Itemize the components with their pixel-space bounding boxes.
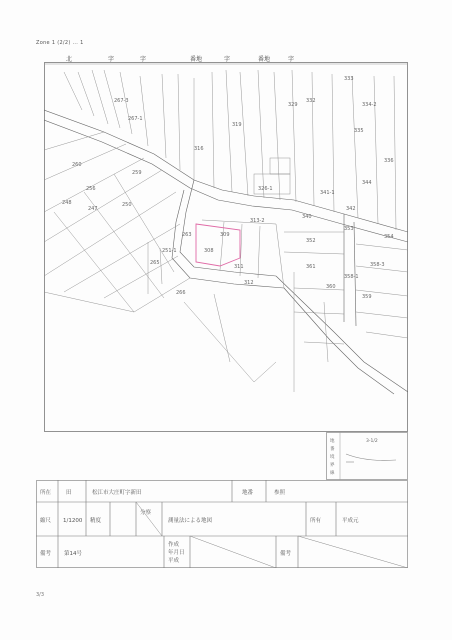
lot-label: 333 (344, 76, 354, 82)
lot-label: 308 (204, 248, 214, 254)
lot-label: 256 (86, 186, 96, 192)
lot-label: 358-3 (370, 262, 385, 268)
header-label: 番地 (190, 56, 203, 63)
lot-label: 267-3 (114, 98, 129, 104)
notes-label: 備考 (280, 551, 292, 557)
legend-sample: 3-1/2 (366, 439, 378, 444)
remarks-value: 第14号 (64, 551, 82, 557)
lot-label: 358-1 (344, 274, 359, 280)
lot-label: 354 (384, 234, 394, 240)
lot-number-label: 地番 (242, 490, 254, 496)
map-legend (326, 432, 408, 480)
lot-number-value: 参照 (274, 490, 286, 496)
lot-label: 248 (62, 200, 72, 206)
legend-row: 界 (330, 463, 335, 468)
lot-label: 361 (306, 264, 316, 270)
legend-row: 境 (330, 455, 335, 460)
lot-label: 247 (88, 206, 98, 212)
lot-label: 332 (306, 98, 316, 104)
lot-label: 313-2 (250, 218, 265, 224)
lot-label: 341-1 (320, 190, 335, 196)
header-label: 字 (108, 56, 115, 63)
lot-label: 259 (132, 170, 142, 176)
header-text: Zone 1 (2/2) ... 1 (36, 40, 84, 46)
scale-label: 縮尺 (40, 518, 52, 524)
year-value: 平成元 (342, 518, 359, 524)
lot-label: 342 (346, 206, 356, 212)
lot-label: 353 (344, 226, 354, 232)
remarks-label: 備考 (40, 551, 52, 557)
lot-label: 309 (220, 232, 230, 238)
header-label: 番地 (258, 56, 271, 63)
lot-label: 326-1 (258, 186, 273, 192)
lot-label: 250 (122, 202, 132, 208)
lot-label: 340 (302, 214, 312, 220)
lot-label: 335 (354, 128, 364, 134)
lot-label: 344 (362, 180, 372, 186)
created-label: 作成 (168, 542, 180, 548)
page-number: 3/3 (36, 592, 45, 598)
legend-row: 地 (330, 439, 335, 444)
parcel-info-table (36, 480, 408, 568)
accuracy-label: 精度 (90, 518, 102, 524)
lot-label: 352 (306, 238, 316, 244)
created-date-label: 年月日 (168, 550, 185, 556)
owner-label: 所有 (310, 518, 322, 524)
lot-label: 360 (326, 284, 336, 290)
scale-value: 1/1200 (63, 518, 83, 524)
survey-method: 測量法による地図 (168, 518, 213, 524)
legend-row: 線 (330, 471, 335, 476)
lot-label: 265 (150, 260, 160, 266)
lot-label: 329 (288, 102, 298, 108)
location-label: 所在 (40, 490, 52, 496)
lot-label: 336 (384, 158, 394, 164)
lot-label: 311 (234, 264, 244, 270)
cadastral-map (44, 62, 408, 432)
header-label: 字 (224, 56, 231, 63)
lot-label: 316 (194, 146, 204, 152)
lot-label: 251-1 (162, 248, 177, 254)
lot-label: 312 (244, 280, 254, 286)
location-value: 松江市大庄町字新田 (92, 490, 142, 496)
lot-label: 263 (182, 232, 192, 238)
lot-label: 334-2 (362, 102, 377, 108)
header-label: 字 (140, 56, 147, 63)
location-prefix: 田 (66, 490, 72, 496)
lot-label: 266 (176, 290, 186, 296)
header-label: 字 (288, 56, 295, 63)
survey-note: 分察 (140, 510, 152, 516)
lot-label: 260 (72, 162, 82, 168)
lot-label: 319 (232, 122, 242, 128)
created-era: 平成 (168, 558, 180, 564)
lot-label: 267-1 (128, 116, 143, 122)
header-label: 北 (66, 56, 73, 63)
legend-row: 番 (330, 447, 335, 452)
lot-label: 359 (362, 294, 372, 300)
